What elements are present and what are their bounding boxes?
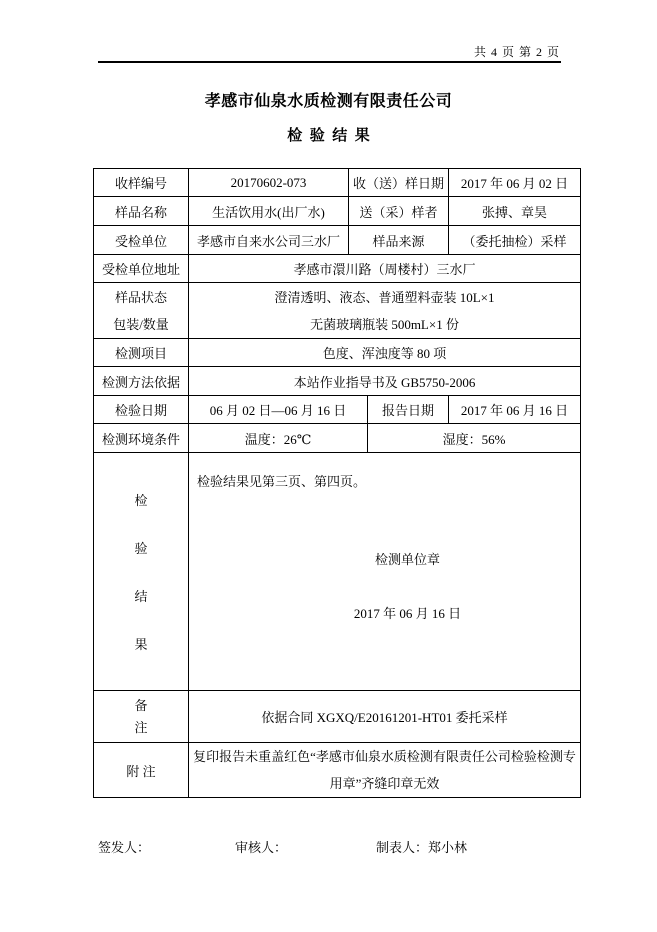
- remark-label-char1: 备: [134, 697, 148, 713]
- test-date-value: 06 月 02 日—06 月 16 日: [189, 396, 368, 424]
- test-date-label: 检验日期: [94, 396, 189, 424]
- humidity-value: 湿度：56%: [368, 424, 581, 453]
- sampler-label: 送（采）样者: [349, 197, 449, 226]
- sampler-value: 张搏、章昊: [449, 197, 581, 226]
- table-row-method: [94, 367, 581, 396]
- table-row-environment: [94, 424, 581, 453]
- address-label: 受检单位地址: [94, 255, 189, 283]
- table-row-result: [94, 453, 581, 691]
- sample-source-label: 样品来源: [349, 226, 449, 255]
- temperature-value: 温度：26℃: [189, 424, 368, 453]
- stamp-placeholder-text: 检测单位章: [375, 552, 441, 567]
- sample-state-value-line1: 澄清透明、液态、普通塑料壶装 10L×1: [274, 289, 495, 305]
- inspected-unit-label: 受检单位: [94, 226, 189, 255]
- test-items-label: 检测项目: [94, 339, 189, 367]
- table-row-note: [94, 743, 581, 798]
- method-label: 检测方法依据: [94, 367, 189, 396]
- receipt-date-label: 收（送）样日期: [349, 169, 449, 197]
- result-content: [189, 453, 581, 691]
- inspection-result-table: [93, 168, 581, 798]
- table-row-address: [94, 255, 581, 283]
- note-label: 附 注: [94, 743, 189, 798]
- sample-name-label: 样品名称: [94, 197, 189, 226]
- note-value: 复印报告未重盖红色“孝感市仙泉水质检测有限责任公司检验检测专用章”齐缝印章无效: [189, 743, 581, 798]
- table-row-remark: [94, 691, 581, 743]
- table-row-inspected-unit: [94, 226, 581, 255]
- result-label-char1: 检: [134, 493, 148, 509]
- sample-state-label-line2: 包装/数量: [113, 316, 169, 332]
- report-date-value: 2017 年 06 月 16 日: [449, 396, 581, 424]
- sample-state-label-line1: 样品状态: [114, 289, 167, 305]
- result-label-char3: 结: [134, 588, 148, 604]
- signature-row: [0, 837, 657, 855]
- issuer-label: 签发人：: [98, 840, 151, 855]
- table-row-sample-state: [94, 283, 581, 339]
- sample-source-value: （委托抽检）采样: [449, 226, 581, 255]
- table-row-sample-name: [94, 197, 581, 226]
- method-value: 本站作业指导书及 GB5750-2006: [189, 367, 581, 396]
- preparer-label: 制表人：郑小林: [376, 840, 468, 855]
- address-value: 孝感市澴川路（周楼村）三水厂: [189, 255, 581, 283]
- reviewer-label: 审核人：: [235, 840, 288, 855]
- table-row-test-items: [94, 339, 581, 367]
- remark-label-vertical: [96, 695, 186, 739]
- receipt-no-value: 20170602-073: [189, 169, 349, 197]
- receipt-no-label: 收样编号: [94, 169, 189, 197]
- receipt-date-value: 2017 年 06 月 02 日: [449, 169, 581, 197]
- result-reference-text: 检验结果见第三页、第四页。: [197, 474, 367, 489]
- page-indicator: 共 4 页 第 2 页: [473, 45, 560, 59]
- environment-label: 检测环境条件: [94, 424, 189, 453]
- remark-value: 依据合同 XGXQ/E20161201-HT01 委托采样: [189, 691, 581, 743]
- remark-label: [94, 691, 189, 743]
- sample-state-label: [94, 283, 189, 339]
- result-label: [94, 453, 189, 691]
- sample-state-value-line2: 无菌玻璃瓶装 500mL×1 份: [310, 316, 459, 332]
- page-title: 检 验 结 果: [287, 128, 370, 144]
- sample-state-value: [189, 283, 581, 339]
- table-row-receipt: [94, 169, 581, 197]
- result-label-vertical: [96, 462, 186, 682]
- sample-name-value: 生活饮用水(出厂水): [189, 197, 349, 226]
- test-items-value: 色度、浑浊度等 80 项: [189, 339, 581, 367]
- result-label-char2: 验: [134, 541, 148, 557]
- report-date-label: 报告日期: [368, 396, 449, 424]
- result-date: 2017 年 06 月 16 日: [353, 606, 462, 621]
- result-label-char4: 果: [134, 636, 148, 652]
- header-rule: [98, 61, 561, 63]
- company-title: 孝感市仙泉水质检测有限责任公司: [204, 93, 453, 110]
- table-row-test-date: [94, 396, 581, 424]
- remark-label-char2: 注: [134, 719, 148, 735]
- inspected-unit-value: 孝感市自来水公司三水厂: [189, 226, 349, 255]
